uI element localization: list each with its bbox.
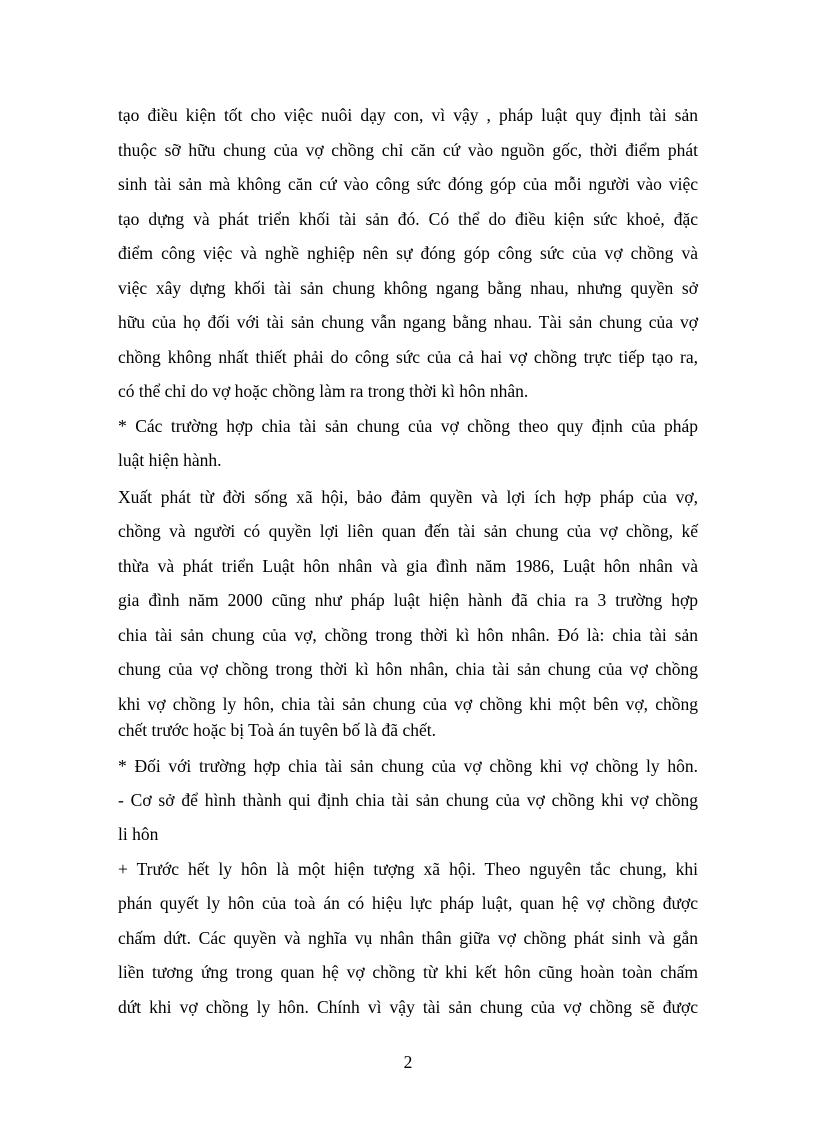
text-line: chung của vợ chồng trong thời kì hôn nhân, chia tài sản chung của vợ chồng [118, 659, 698, 679]
heading-line: * Các trường hợp chia tài sản chung của vợ chồng theo quy định của pháp [118, 416, 698, 436]
heading-line: li hôn [118, 824, 159, 844]
text-line: việc xây dựng khối tài sản chung không ngang bằng nhau, nhưng quyền sở [118, 278, 698, 298]
text-line: chết trước hoặc bị Toà án tuyên bố là đã chết. [118, 720, 436, 740]
text-line: tạo dựng và phát triển khối tài sản đó. Có thể do điều kiện sức khoẻ, đặc [118, 209, 698, 229]
text-line: + Trước hết ly hôn là một hiện tượng xã hội. Theo nguyên tắc chung, khi [118, 859, 698, 879]
text-line: điểm công việc và nghề nghiệp nên sự đóng góp công sức của vợ chồng và [118, 243, 698, 263]
text-line: gia đình năm 2000 cũng như pháp luật hiện hành đã chia ra 3 trường hợp [118, 590, 698, 610]
text-line: hữu của họ đối với tài sản chung vẫn ngang bằng nhau. Tài sản chung của vợ [118, 312, 698, 332]
text-line: có thể chỉ do vợ hoặc chồng làm ra trong thời kì hôn nhân. [118, 381, 529, 401]
text-line: khi vợ chồng ly hôn, chia tài sản chung của vợ chồng khi một bên vợ, chồng [118, 694, 698, 714]
heading-line: luật hiện hành. [118, 450, 222, 470]
text-line: sinh tài sản mà không căn cứ vào công sức đóng góp của mỗi người vào việc [118, 174, 698, 194]
text-line: Xuất phát từ đời sống xã hội, bảo đảm quyền và lợi ích hợp pháp của vợ, [118, 487, 698, 507]
text-line: dứt khi vợ chồng ly hôn. Chính vì vậy tài sản chung của vợ chồng sẽ được [118, 997, 698, 1017]
text-line: tạo điều kiện tốt cho việc nuôi dạy con, vì vậy , pháp luật quy định tài sản [118, 105, 698, 125]
text-line: thừa và phát triển Luật hôn nhân và gia đình năm 1986, Luật hôn nhân và [118, 556, 698, 576]
page-number: 2 [403, 1052, 413, 1072]
heading-line: * Đối với trường hợp chia tài sản chung của vợ chồng khi vợ chồng ly hôn. [118, 756, 698, 776]
heading-line: - Cơ sở để hình thành qui định chia tài sản chung của vợ chồng khi vợ chồng [118, 790, 698, 810]
text-line: chồng không nhất thiết phải do công sức của cả hai vợ chồng trực tiếp tạo ra, [118, 347, 698, 367]
text-line: liền tương ứng trong quan hệ vợ chồng từ khi kết hôn cũng hoàn toàn chấm [118, 962, 698, 982]
text-line: phán quyết ly hôn của toà án có hiệu lực pháp luật, quan hệ vợ chồng được [118, 893, 698, 913]
text-line: chấm dứt. Các quyền và nghĩa vụ nhân thân giữa vợ chồng phát sinh và gắn [118, 928, 698, 948]
text-line: chia tài sản chung của vợ, chồng trong thời kì hôn nhân. Đó là: chia tài sản [118, 625, 698, 645]
text-line: chồng và người có quyền lợi liên quan đến tài sản chung của vợ chồng, kế [118, 521, 698, 541]
text-line: thuộc sỡ hữu chung của vợ chồng chỉ căn cứ vào nguồn gốc, thời điểm phát [118, 140, 698, 160]
